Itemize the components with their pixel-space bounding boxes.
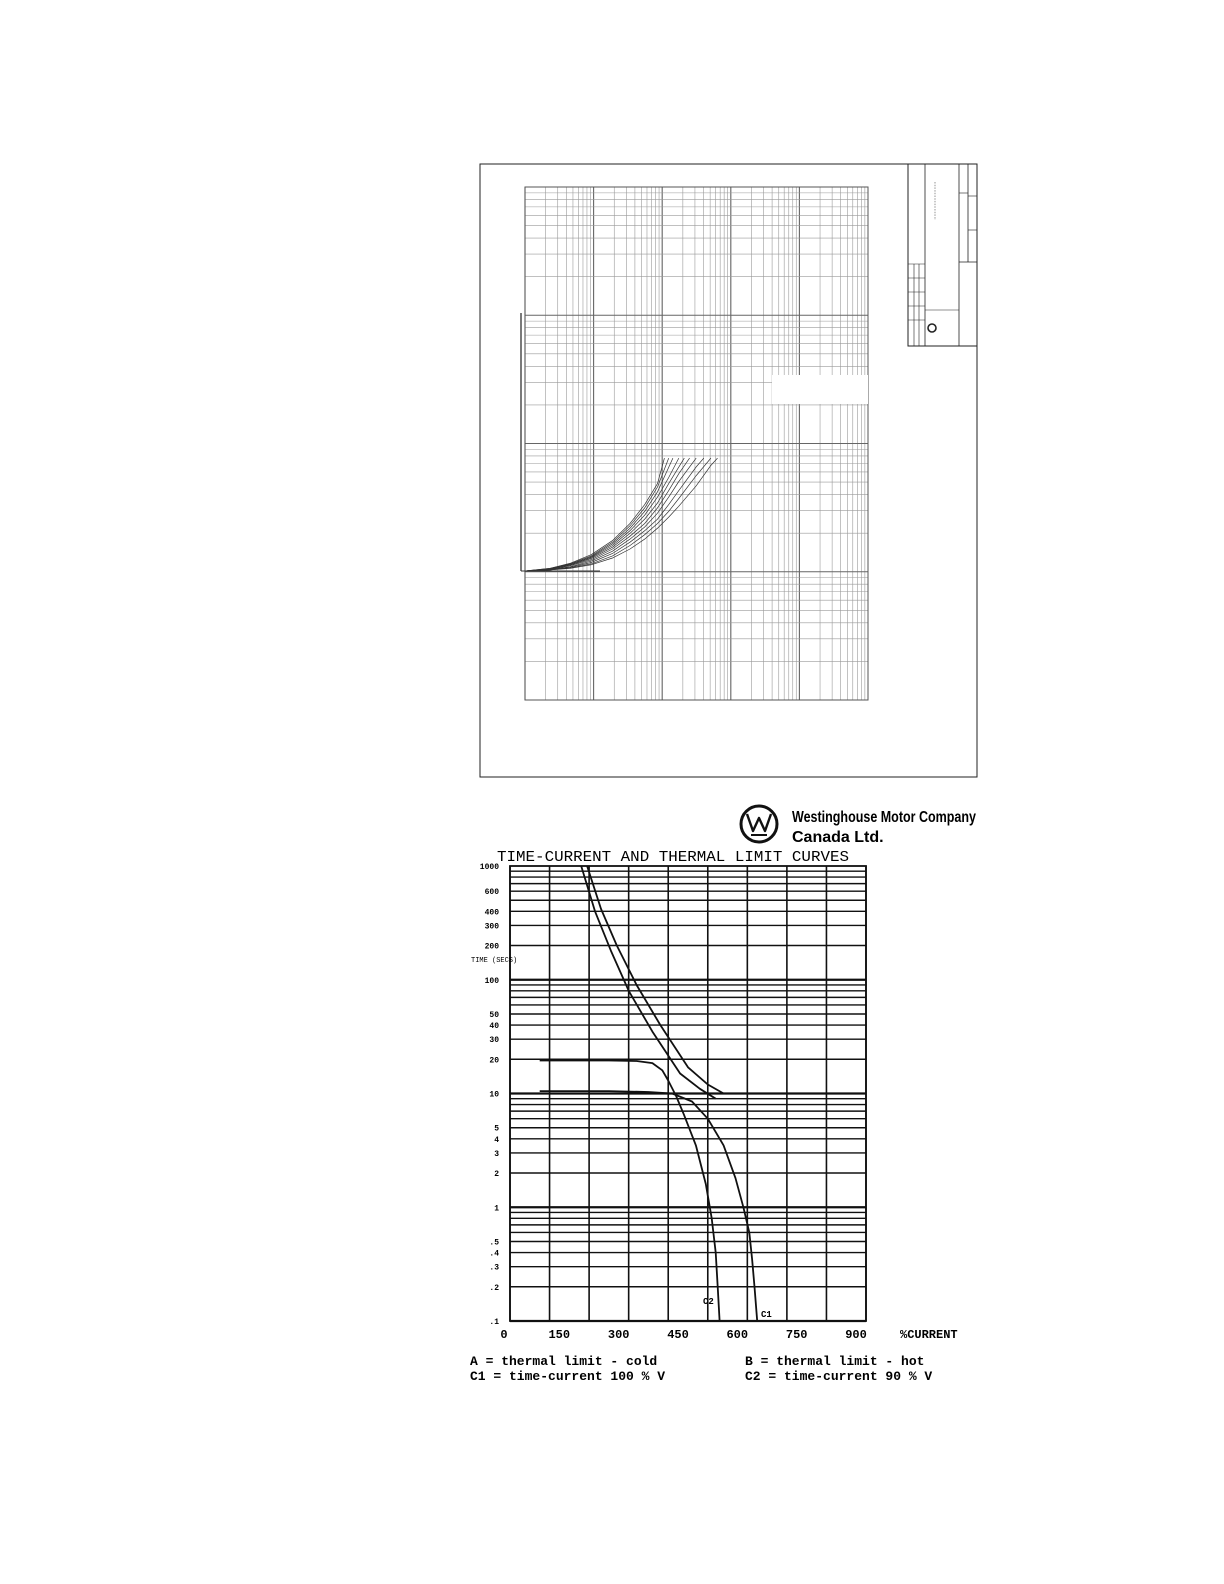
westinghouse-w-glyph: [747, 814, 771, 831]
y-tick-label: .4: [489, 1249, 499, 1259]
legend-c2: C2 = time-current 90 % V: [745, 1369, 933, 1384]
x-tick-label: 150: [548, 1328, 571, 1342]
y-tick-label: 3: [494, 1150, 499, 1159]
x-tick-label: 750: [785, 1328, 808, 1342]
x-axis-label: %CURRENT: [900, 1328, 958, 1342]
upper-grid: [525, 187, 868, 700]
curve-label-c2: C2: [703, 1297, 714, 1307]
legend-b: B = thermal limit - hot: [745, 1354, 925, 1369]
upper-curves: [521, 458, 718, 571]
y-tick-label: 300: [484, 922, 499, 932]
upper-chart-sheet: [480, 164, 977, 777]
y-tick-label: .2: [489, 1283, 499, 1293]
y-tick-label: .5: [489, 1238, 499, 1248]
brand-name-line2: Canada Ltd.: [792, 829, 884, 846]
y-tick-label: 40: [489, 1022, 499, 1031]
legend: [470, 1354, 932, 1384]
westinghouse-logo-icon: [741, 806, 777, 842]
y-tick-label: 400: [484, 908, 499, 918]
y-axis-ticks: [480, 863, 499, 1327]
y-tick-label: .1: [489, 1318, 499, 1327]
brand-header: [741, 806, 976, 846]
y-tick-label: 20: [489, 1056, 499, 1066]
y-tick-label: 50: [489, 1011, 499, 1020]
y-tick-label: 10: [489, 1090, 499, 1100]
lower-chart: [471, 863, 958, 1342]
curve-label-c1: C1: [761, 1310, 772, 1320]
x-tick-label: 300: [607, 1328, 630, 1342]
y-tick-label: 2: [494, 1170, 499, 1179]
x-tick-label: 900: [845, 1328, 867, 1342]
y-tick-label: 30: [489, 1036, 499, 1046]
x-tick-label: 600: [726, 1328, 749, 1342]
y-tick-label: 4: [494, 1135, 499, 1145]
upper-curve: [525, 458, 718, 571]
upper-grid-gap: [772, 375, 868, 404]
y-tick-label: .3: [489, 1263, 499, 1273]
title-block-frame: [908, 164, 977, 346]
legend-c1: C1 = time-current 100 % V: [470, 1369, 666, 1384]
y-tick-label: 200: [484, 942, 499, 952]
x-tick-label: 450: [667, 1328, 689, 1342]
title-block-logo-mark: [928, 324, 936, 332]
y-tick-label: 600: [484, 888, 499, 898]
x-axis-ticks: [500, 1328, 866, 1342]
upper-sheet-border: [480, 164, 977, 777]
y-axis-label-time: TIME (SECS): [471, 957, 518, 965]
title-block: [908, 164, 977, 346]
brand-name-line1: Westinghouse Motor Company: [792, 809, 977, 826]
chart-title: TIME-CURRENT AND THERMAL LIMIT CURVES: [497, 849, 849, 866]
lower-grid: [510, 866, 866, 1321]
curve-c2: [540, 1061, 720, 1322]
y-tick-label: 5: [494, 1124, 499, 1134]
legend-a: A = thermal limit - cold: [470, 1354, 658, 1369]
y-tick-label: 100: [484, 976, 499, 986]
upper-curve: [525, 458, 684, 571]
x-tick-label: 0: [500, 1328, 508, 1342]
y-tick-label: 1: [494, 1204, 499, 1214]
y-tick-label: 1000: [479, 863, 499, 872]
